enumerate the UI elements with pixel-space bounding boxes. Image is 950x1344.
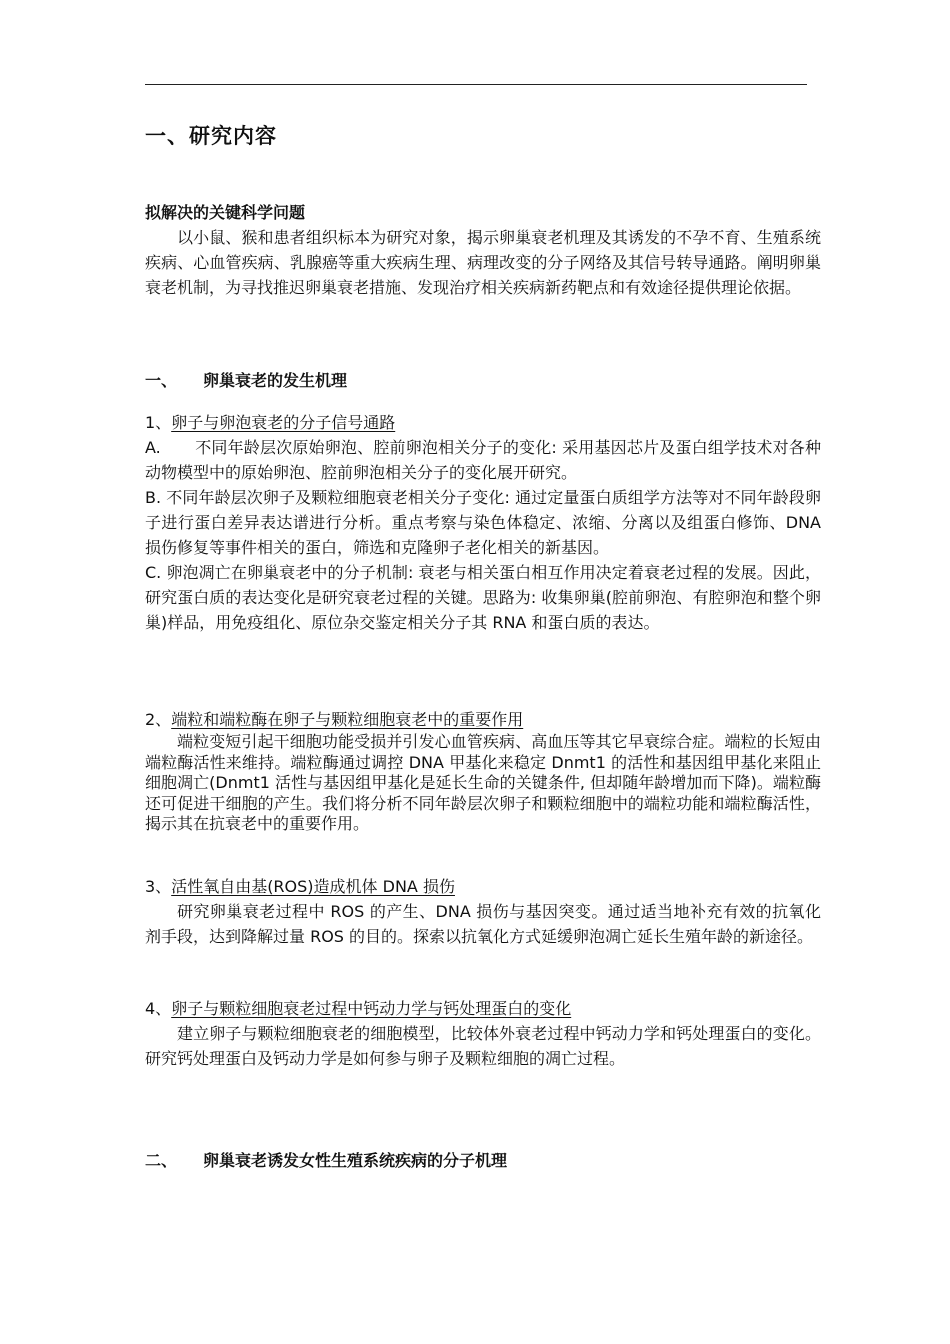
section2-heading <box>145 1148 507 1171</box>
subsection3-heading <box>145 874 821 899</box>
page-title: 一、研究内容 <box>145 124 277 148</box>
subsection3-body: 研究卵巢衰老过程中 ROS 的产生、DNA 损伤与基因突变。通过适当地补充有效的抗氧化剂手段，达到降解过量 ROS 的目的。探索以抗氧化方式延缓卵泡凋亡延长生殖年龄的新途径。 <box>145 902 821 946</box>
subsection1-title: 卵子与卵泡衰老的分子信号通路 <box>171 413 396 432</box>
subsection2-body-block <box>145 732 821 835</box>
subsection2-heading <box>145 707 821 732</box>
key-problem-heading: 拟解决的关键科学问题 <box>145 203 306 222</box>
section1-number: 一、 <box>145 371 178 390</box>
item-a-label: A. <box>145 438 161 457</box>
item-a <box>145 435 821 485</box>
subsection3-number: 3、 <box>145 877 172 896</box>
subsection2-title: 端粒和端粒酶在卵子与颗粒细胞衰老中的重要作用 <box>171 710 524 729</box>
subsection2-body: 端粒变短引起干细胞功能受损并引发心血管疾病、高血压等其它早衰综合症。端粒的长短由端粒酶活性来维持。端粒酶通过调控 DNA 甲基化来稳定 Dnmt1 的活性和基因组甲基化来阻止细胞凋亡(Dnmt1 活性与基因组甲基化是延长生命的关键条件, 但却随年龄增加而下降)。端粒酶还可促进干细胞的产生。我们将分析不同年龄层次卵子和颗粒细胞中的端粒功能和端粒酶活性，揭示其在抗衰老中的重要作用。 <box>145 732 821 833</box>
subsection4-block <box>145 996 821 1071</box>
item-b: B. 不同年龄层次卵子及颗粒细胞衰老相关分子变化: 通过定量蛋白质组学方法等对不同年龄段卵子进行蛋白差异表达谱进行分析。重点考察与染色体稳定、浓缩、分离以及组蛋白修饰、DNA 损伤修复等事件相关的蛋白，筛选和克隆卵子老化相关的新基因。 <box>145 488 821 557</box>
subsection4-heading <box>145 996 821 1021</box>
section1-title: 卵巢衰老的发生机理 <box>203 371 348 390</box>
section1-heading <box>145 368 347 391</box>
subsection2-block <box>145 707 821 732</box>
subsection1-block <box>145 410 821 635</box>
key-problem-block <box>145 200 821 300</box>
item-a-text: 不同年龄层次原始卵泡、腔前卵泡相关分子的变化: 采用基因芯片及蛋白组学技术对各种动物模型中的原始卵泡、腔前卵泡相关分子的变化展开研究。 <box>145 438 821 482</box>
subsection4-number: 4、 <box>145 999 172 1018</box>
key-problem-body: 以小鼠、猴和患者组织标本为研究对象，揭示卵巢衰老机理及其诱发的不孕不育、生殖系统疾病、心血管疾病、乳腺癌等重大疾病生理、病理改变的分子网络及其信号转导通路。阐明卵巢衰老机制，为寻找推迟卵巢衰老措施、发现治疗相关疾病新药靶点和有效途径提供理论依据。 <box>145 228 821 297</box>
subsection4-body: 建立卵子与颗粒细胞衰老的细胞模型，比较体外衰老过程中钙动力学和钙处理蛋白的变化。研究钙处理蛋白及钙动力学是如何参与卵子及颗粒细胞的凋亡过程。 <box>145 1024 821 1068</box>
subsection4-title: 卵子与颗粒细胞衰老过程中钙动力学与钙处理蛋白的变化 <box>171 999 572 1018</box>
header-rule <box>145 84 807 85</box>
section2-number: 二、 <box>145 1151 178 1170</box>
subsection1-heading <box>145 410 821 435</box>
item-c: C. 卵泡凋亡在卵巢衰老中的分子机制: 衰老与相关蛋白相互作用决定着衰老过程的发展。因此，研究蛋白质的表达变化是研究衰老过程的关键。思路为: 收集卵巢(腔前卵泡、有腔卵泡和整个卵巢)样品，用免疫组化、原位杂交鉴定相关分子其 RNA 和蛋白质的表达。 <box>145 563 821 632</box>
subsection3-title: 活性氧自由基(ROS)造成机体 DNA 损伤 <box>171 877 455 896</box>
subsection2-number: 2、 <box>145 710 172 729</box>
subsection3-block <box>145 874 821 949</box>
section2-title: 卵巢衰老诱发女性生殖系统疾病的分子机理 <box>203 1151 508 1170</box>
subsection1-number: 1、 <box>145 413 172 432</box>
